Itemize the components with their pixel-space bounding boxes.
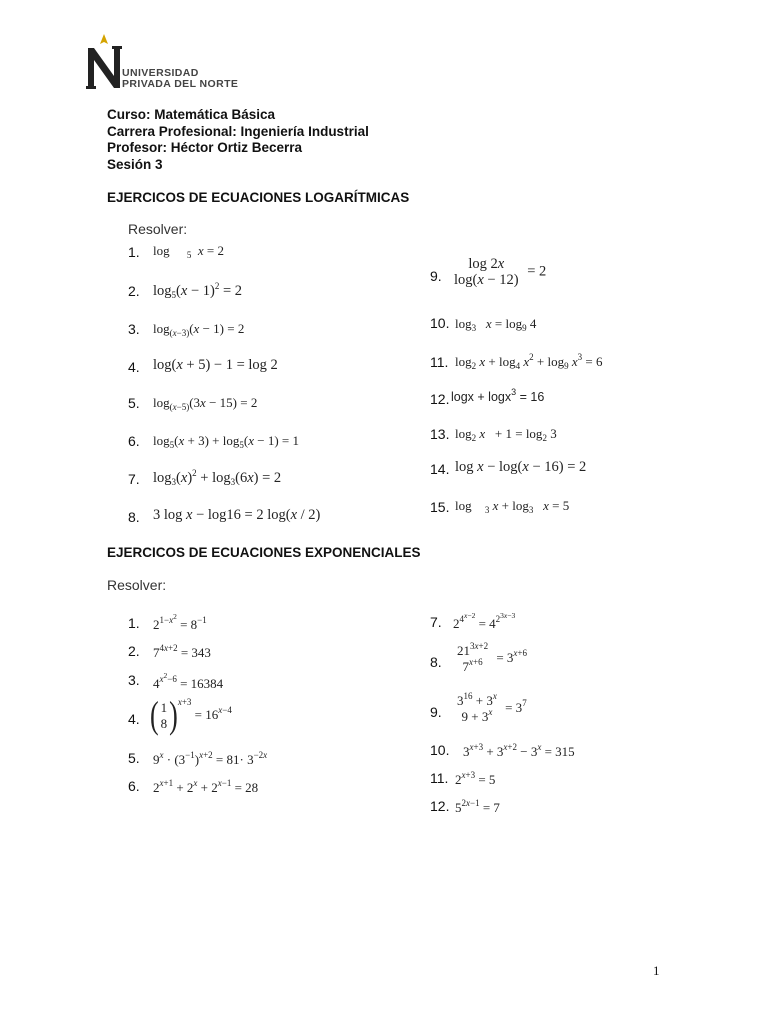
- log-ex-number: 8.: [128, 509, 140, 525]
- exp-ex-5-equation: $9^x \cdot (3^{-1})^{x+2} = 81\cdot 3^{-2x}$: [153, 750, 268, 767]
- log-ex-1-equation: log $_5$ x = 2: [153, 243, 224, 260]
- log-ex-5-equation: $\log_{(x-5)}(3x - 15) = 2$: [153, 395, 258, 412]
- session-label: Sesión 3: [107, 157, 163, 172]
- log-ex-8-equation: 3 log x − log16 = 2 log(x / 2): [153, 507, 321, 523]
- exp-ex-6-equation: $2^{x+1} + 2^x + 2^{x-1} = 28$: [153, 778, 259, 795]
- exp-ex-10-equation: $3^{x+3} + 3^{x+2} - 3^x = 315$: [463, 742, 575, 759]
- log-ex-number: 6.: [128, 433, 140, 449]
- log-ex-number: 2.: [128, 283, 140, 299]
- logo-line2: PRIVADA DEL NORTE: [122, 78, 239, 90]
- log-ex-number: 5.: [128, 395, 140, 411]
- course-title: Curso: Matemática Básica: [107, 107, 276, 122]
- log-ex-10-equation: $\log_3$ $x = \log_9 4$: [455, 316, 537, 333]
- section-exp-title: EJERCICOS DE ECUACIONES EXPONENCIALES: [107, 545, 421, 560]
- exp-ex-number: 7.: [430, 614, 442, 630]
- exp-ex-number: 2.: [128, 643, 140, 659]
- exp-ex-7-equation: $2^{4^{x-2}} = 4^{2^{3x-3}}$: [453, 611, 516, 631]
- exp-ex-number: 1.: [128, 615, 140, 631]
- logo-line1: UNIVERSIDAD: [122, 67, 199, 79]
- log-ex-number: 7.: [128, 471, 140, 487]
- log-ex-3-equation: $\log_{(x-3)}(x - 1) = 2$: [153, 321, 245, 338]
- log-ex-13-equation: $\log_2 x + 1 = \log_2 3$: [455, 426, 557, 443]
- log-ex-14-equation: log x − log(x − 16) = 2: [455, 459, 587, 475]
- section-log-title: EJERCICOS DE ECUACIONES LOGARÍTMICAS: [107, 190, 410, 205]
- exp-ex-3-equation: $4^{x^2-6} = 16384$: [153, 671, 224, 691]
- exp-ex-number: 12.: [430, 798, 450, 814]
- exp-ex-12-equation: $5^{2x-1} = 7$: [455, 798, 500, 815]
- log-ex-9-equation: log 2x log(x − 12) = 2: [454, 256, 547, 288]
- log-ex-number: 14.: [430, 461, 450, 477]
- log-ex-number: 10.: [430, 315, 450, 331]
- career-title: Carrera Profesional: Ingeniería Industrial: [107, 124, 369, 139]
- log-ex-number: 13.: [430, 426, 450, 442]
- exp-ex-number: 6.: [128, 778, 140, 794]
- log-ex-number: 11.: [430, 354, 449, 370]
- exp-ex-number: 9.: [430, 704, 442, 720]
- log-ex-number: 9.: [430, 268, 442, 284]
- exp-ex-11-equation: $2^{x+3} = 5$: [455, 770, 496, 787]
- exp-ex-number: 8.: [430, 654, 442, 670]
- exp-ex-number: 10.: [430, 742, 450, 758]
- exp-ex-1-equation: $2^{1-x^2} = 8^{-1}$: [153, 612, 207, 632]
- log-ex-number: 4.: [128, 359, 140, 375]
- professor-name: Profesor: Héctor Ortiz Becerra: [107, 140, 303, 155]
- exp-ex-number: 5.: [128, 750, 140, 766]
- log-ex-4-equation: log(x + 5) − 1 = log 2: [153, 357, 278, 373]
- log-ex-number: 3.: [128, 321, 140, 337]
- log-ex-15-equation: log $_3$ $x + \log_3$ x = 5: [455, 498, 570, 515]
- resolver-label-exp: Resolver:: [107, 577, 167, 593]
- logo-mark-icon: [80, 30, 128, 94]
- log-ex-6-equation: $\log_5(x + 3) + \log_5(x - 1) = 1$: [153, 433, 299, 450]
- university-logo: [80, 30, 260, 96]
- log-ex-number: 15.: [430, 499, 450, 515]
- exp-ex-8-equation: $21^{3x+2}$ $7^{x+6}$ = $3^{x+6}$: [457, 641, 527, 674]
- resolver-label-log: Resolver:: [128, 221, 188, 237]
- exp-ex-4-equation: ( 1 8 )$^{x+3} = 16^{x-4}$: [150, 694, 232, 737]
- log-ex-7-equation: $\log_3(x)^2 + \log_3(6x) = 2$: [153, 468, 282, 487]
- exp-ex-number: 4.: [128, 711, 140, 727]
- log-ex-11-equation: $\log_2 x + \log_4 x^2 + \log_9 x^3 = 6$: [455, 352, 603, 371]
- log-ex-number: 12.: [430, 391, 450, 407]
- exp-ex-2-equation: $7^{4x+2} = 343$: [153, 643, 211, 660]
- log-ex-12-equation: logx + logx$^3$ = 16: [451, 387, 545, 404]
- exp-ex-number: 11.: [430, 770, 449, 786]
- exp-ex-9-equation: $3^{16} + 3^x$ $9 + 3^x$ = $3^7$: [457, 691, 527, 724]
- log-ex-number: 1.: [128, 244, 140, 260]
- log-ex-2-equation: $\log_5(x - 1)^2 = 2$: [153, 281, 243, 300]
- page-number: 1: [653, 963, 660, 978]
- exp-ex-number: 3.: [128, 672, 140, 688]
